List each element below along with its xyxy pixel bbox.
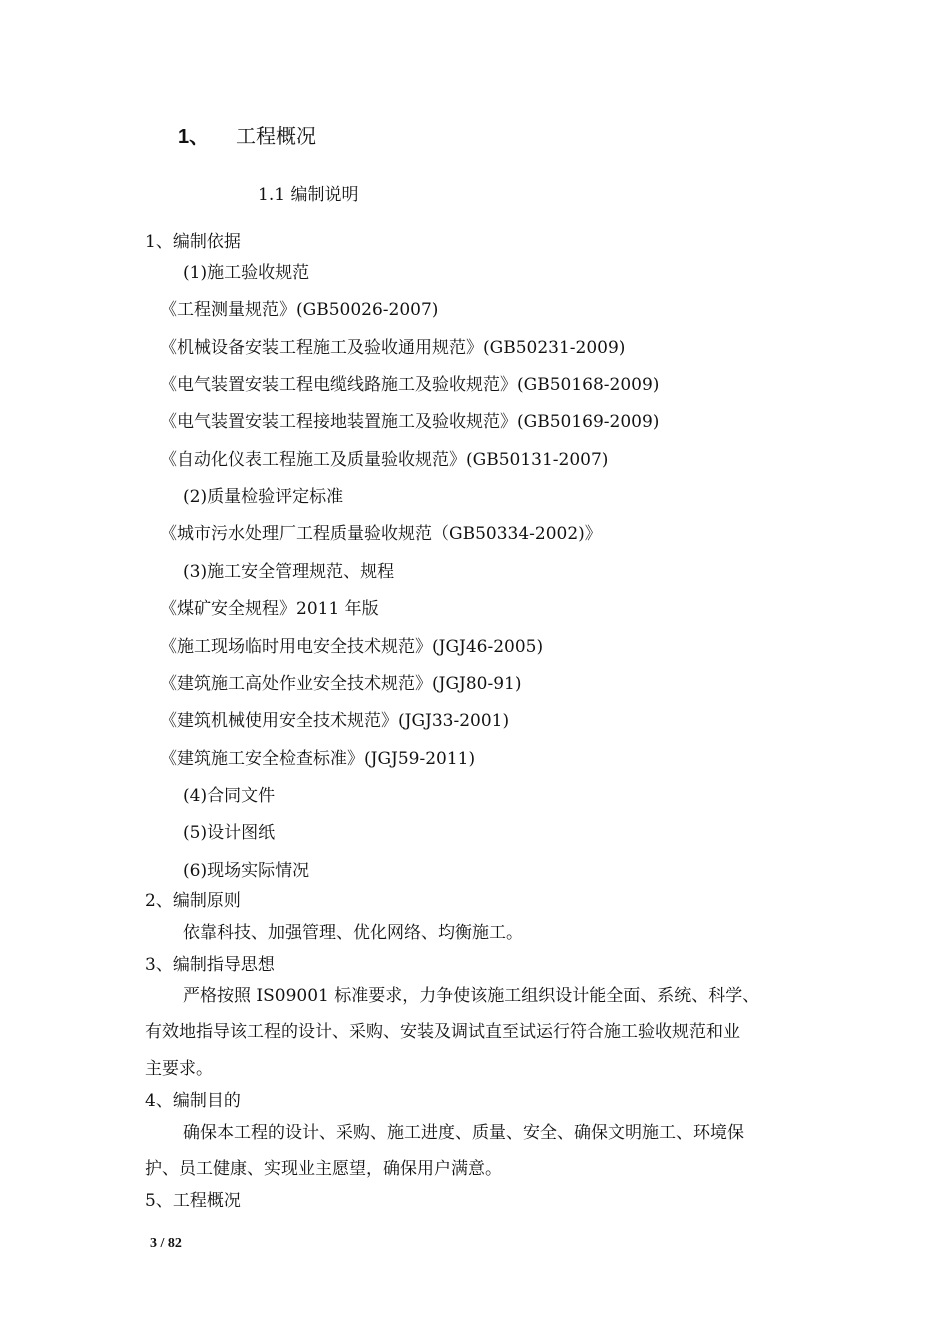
text-line: 《施工现场临时用电安全技术规范》(JGJ46-2005)	[160, 637, 544, 657]
text-line: 5、工程概况	[145, 1191, 241, 1211]
text-line: (3)施工安全管理规范、规程	[183, 562, 395, 582]
section-heading	[178, 124, 316, 150]
page-number: 3 / 82	[150, 1236, 182, 1251]
text-line: (2)质量检验评定标准	[183, 487, 344, 507]
text-line: 主要求。	[145, 1059, 213, 1079]
text-line: 护、员工健康、实现业主愿望，确保用户满意。	[145, 1159, 502, 1179]
text-line: 《工程测量规范》(GB50026-2007)	[160, 300, 439, 320]
text-line: 4、编制目的	[145, 1091, 241, 1111]
text-line: 《建筑机械使用安全技术规范》(JGJ33-2001)	[160, 711, 510, 731]
text-line: 《自动化仪表工程施工及质量验收规范》(GB50131-2007)	[160, 450, 609, 470]
text-line: 《电气装置安装工程接地装置施工及验收规范》(GB50169-2009)	[160, 412, 660, 432]
text-line: 有效地指导该工程的设计、采购、安装及调试直至试运行符合施工验收规范和业	[145, 1022, 740, 1042]
text-line: 确保本工程的设计、采购、施工进度、质量、安全、确保文明施工、环境保	[183, 1123, 744, 1143]
text-line: 《城市污水处理厂工程质量验收规范（GB50334-2002)》	[160, 524, 602, 544]
subsection-heading: 1.1 编制说明	[258, 185, 359, 205]
text-line: 《机械设备安装工程施工及验收通用规范》(GB50231-2009)	[160, 338, 626, 358]
text-line: 依靠科技、加强管理、优化网络、均衡施工。	[183, 923, 523, 943]
text-line: 《煤矿安全规程》2011 年版	[160, 599, 379, 619]
text-line: (6)现场实际情况	[183, 861, 310, 881]
text-line: (4)合同文件	[183, 786, 276, 806]
text-line: 《建筑施工高处作业安全技术规范》(JGJ80-91)	[160, 674, 522, 694]
text-line: (5)设计图纸	[183, 823, 276, 843]
section-title: 工程概况	[236, 126, 316, 148]
text-line: 2、编制原则	[145, 891, 241, 911]
text-line: 《建筑施工安全检查标准》(JGJ59-2011)	[160, 749, 476, 769]
text-line: 3、编制指导思想	[145, 955, 275, 975]
text-line: 1、编制依据	[145, 232, 241, 252]
text-line: 《电气装置安装工程电缆线路施工及验收规范》(GB50168-2009)	[160, 375, 660, 395]
section-number: 1、	[178, 126, 210, 148]
text-line: (1)施工验收规范	[183, 263, 310, 283]
text-line: 严格按照 IS09001 标准要求，力争使该施工组织设计能全面、系统、科学、	[183, 986, 760, 1006]
